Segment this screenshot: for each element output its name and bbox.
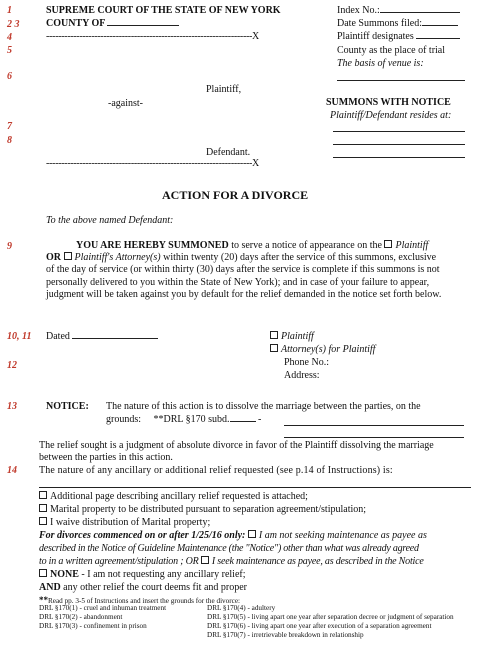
basis-venue-label: The basis of venue is: <box>337 58 424 69</box>
summons-notice-title: SUMMONS WITH NOTICE <box>326 97 451 108</box>
footnote-ground-6: DRL §170(6) - living apart one year after execution of a separation agreement <box>207 622 432 630</box>
step-number-7: 7 <box>7 121 12 132</box>
county-field[interactable] <box>107 25 179 26</box>
index-no-field[interactable] <box>380 12 460 13</box>
none-checkbox[interactable] <box>39 569 47 577</box>
address-label: Address: <box>284 370 320 381</box>
footnote-ground-1: DRL §170(1) - cruel and inhuman treatment <box>39 604 167 612</box>
waive-distribution-checkbox[interactable] <box>39 517 47 525</box>
step-number-13: 13 <box>7 401 17 412</box>
relief-line-1: The relief sought is a judgment of absolute divorce in favor of the Plaintiff dissolving the marriage <box>39 440 434 451</box>
caption-divider-bottom: --------------------------------------------------------------------X <box>46 158 259 169</box>
footnote-ground-7: DRL §170(7) - irretrievable breakdown in relationship <box>207 631 364 639</box>
notice-label: NOTICE: <box>46 401 89 412</box>
caption-divider-top: --------------------------------------------------------------------X <box>46 31 259 42</box>
date-filed-field[interactable] <box>422 25 458 26</box>
resides-field-1[interactable] <box>333 131 465 132</box>
court-name: SUPREME COURT OF THE STATE OF NEW YORK <box>46 5 281 16</box>
sig-attorney-option: Attorney(s) for Plaintiff <box>270 344 375 355</box>
drl-subd-field[interactable] <box>230 421 256 422</box>
plaintiff-caption: Plaintiff, <box>206 84 242 95</box>
step-number-6: 6 <box>7 71 12 82</box>
step-number-8: 8 <box>7 135 12 146</box>
notice-text: The nature of this action is to dissolve the marriage between the parties, on the <box>106 401 421 412</box>
not-seeking-maintenance-checkbox[interactable] <box>248 530 256 538</box>
marital-property-checkbox[interactable] <box>39 504 47 512</box>
document-title: ACTION FOR A DIVORCE <box>162 188 309 202</box>
grounds-field-1[interactable] <box>284 425 464 426</box>
footnote-ground-2: DRL §170(2) - abandonment <box>39 613 123 621</box>
addressee: To the above named Defendant: <box>46 215 174 226</box>
option-additional-page: Additional page describing ancillary relief requested is attached; <box>39 491 308 502</box>
option-other-relief: AND any other relief the court deems fit and proper <box>39 582 247 593</box>
basis-venue-field[interactable] <box>337 80 465 81</box>
sig-plaintiff-checkbox[interactable] <box>270 331 278 339</box>
ancillary-field[interactable] <box>39 487 471 488</box>
plaintiff-designates-field[interactable] <box>416 38 460 39</box>
sig-plaintiff-option: Plaintiff <box>270 331 314 342</box>
step-number-2-3: 2 3 <box>7 19 20 30</box>
footnote-intro: **Read pp. 3-5 of Instructions and insert the grounds for the divorce: <box>39 595 241 605</box>
defendant-caption: Defendant. <box>206 147 251 158</box>
step-number-9: 9 <box>7 241 12 252</box>
phone-label: Phone No.: <box>284 357 329 368</box>
option-maintenance-line2: described in the Notice of Guideline Maintenance (the "Notice") other than what was already agreed <box>39 543 419 554</box>
date-filed-label: Date Summons filed: <box>337 18 458 29</box>
step-number-10-11: 10, 11 <box>7 331 32 342</box>
footnote-ground-5: DRL §170(5) - living apart one year after separation decree or judgment of separation <box>207 613 454 621</box>
grounds-line: grounds: **DRL §170 subd. - <box>106 414 262 425</box>
resides-label: Plaintiff/Defendant resides at: <box>330 110 452 121</box>
step-number-12: 12 <box>7 360 17 371</box>
additional-page-checkbox[interactable] <box>39 491 47 499</box>
plaintiff-checkbox[interactable] <box>384 240 392 248</box>
summons-paragraph: YOU ARE HEREBY SUMMONED to serve a notice of appearance on the Plaintiff OR Plaintiff's Attorney(s) within twenty (20) days after the service of this summons, exclusive of the day of service (or within thirty (30) days after the service is complete if this summons is not personally delivered to you within the State of New York); and in case of your failure to appear, judgment will be taken against you by default for the relief demanded in the notice set forth below. <box>46 240 442 300</box>
step-number-5: 5 <box>7 45 12 56</box>
attorney-checkbox[interactable] <box>64 252 72 260</box>
option-marital-property: Marital property to be distributed pursuant to separation agreement/stipulation; <box>39 504 366 515</box>
ancillary-text: The nature of any ancillary or additional relief requested (see p.14 of Instructions) is: <box>39 465 393 476</box>
county-place-label: County as the place of trial <box>337 45 446 56</box>
resides-field-3[interactable] <box>333 157 465 158</box>
grounds-field-2[interactable] <box>284 437 464 438</box>
option-maintenance-line1: For divorces commenced on or after 1/25/16 only: I am not seeking maintenance as payee as <box>39 530 427 541</box>
county-label: COUNTY OF <box>46 18 179 29</box>
step-number-14: 14 <box>7 465 17 476</box>
against-caption: -against- <box>108 98 143 109</box>
seek-maintenance-checkbox[interactable] <box>201 556 209 564</box>
dated-label: Dated <box>46 331 158 342</box>
option-maintenance-line3: to in a written agreement/stipulation ; OR I seek maintenance as payee, as described in the Notice <box>39 556 424 567</box>
option-waive-distribution: I waive distribution of Marital property; <box>39 517 210 528</box>
option-none: NONE - I am not requesting any ancillary relief; <box>39 569 246 580</box>
relief-line-2: between the parties in this action. <box>39 452 173 463</box>
sig-attorney-checkbox[interactable] <box>270 344 278 352</box>
footnote-ground-4: DRL §170(4) - adultery <box>207 604 276 612</box>
plaintiff-designates-label: Plaintiff designates <box>337 31 460 42</box>
index-no-label: Index No.: <box>337 5 460 16</box>
dated-field[interactable] <box>72 338 158 339</box>
step-number-1: 1 <box>7 5 12 16</box>
resides-field-2[interactable] <box>333 144 465 145</box>
footnote-ground-3: DRL §170(3) - confinement in prison <box>39 622 147 630</box>
step-number-4: 4 <box>7 32 12 43</box>
